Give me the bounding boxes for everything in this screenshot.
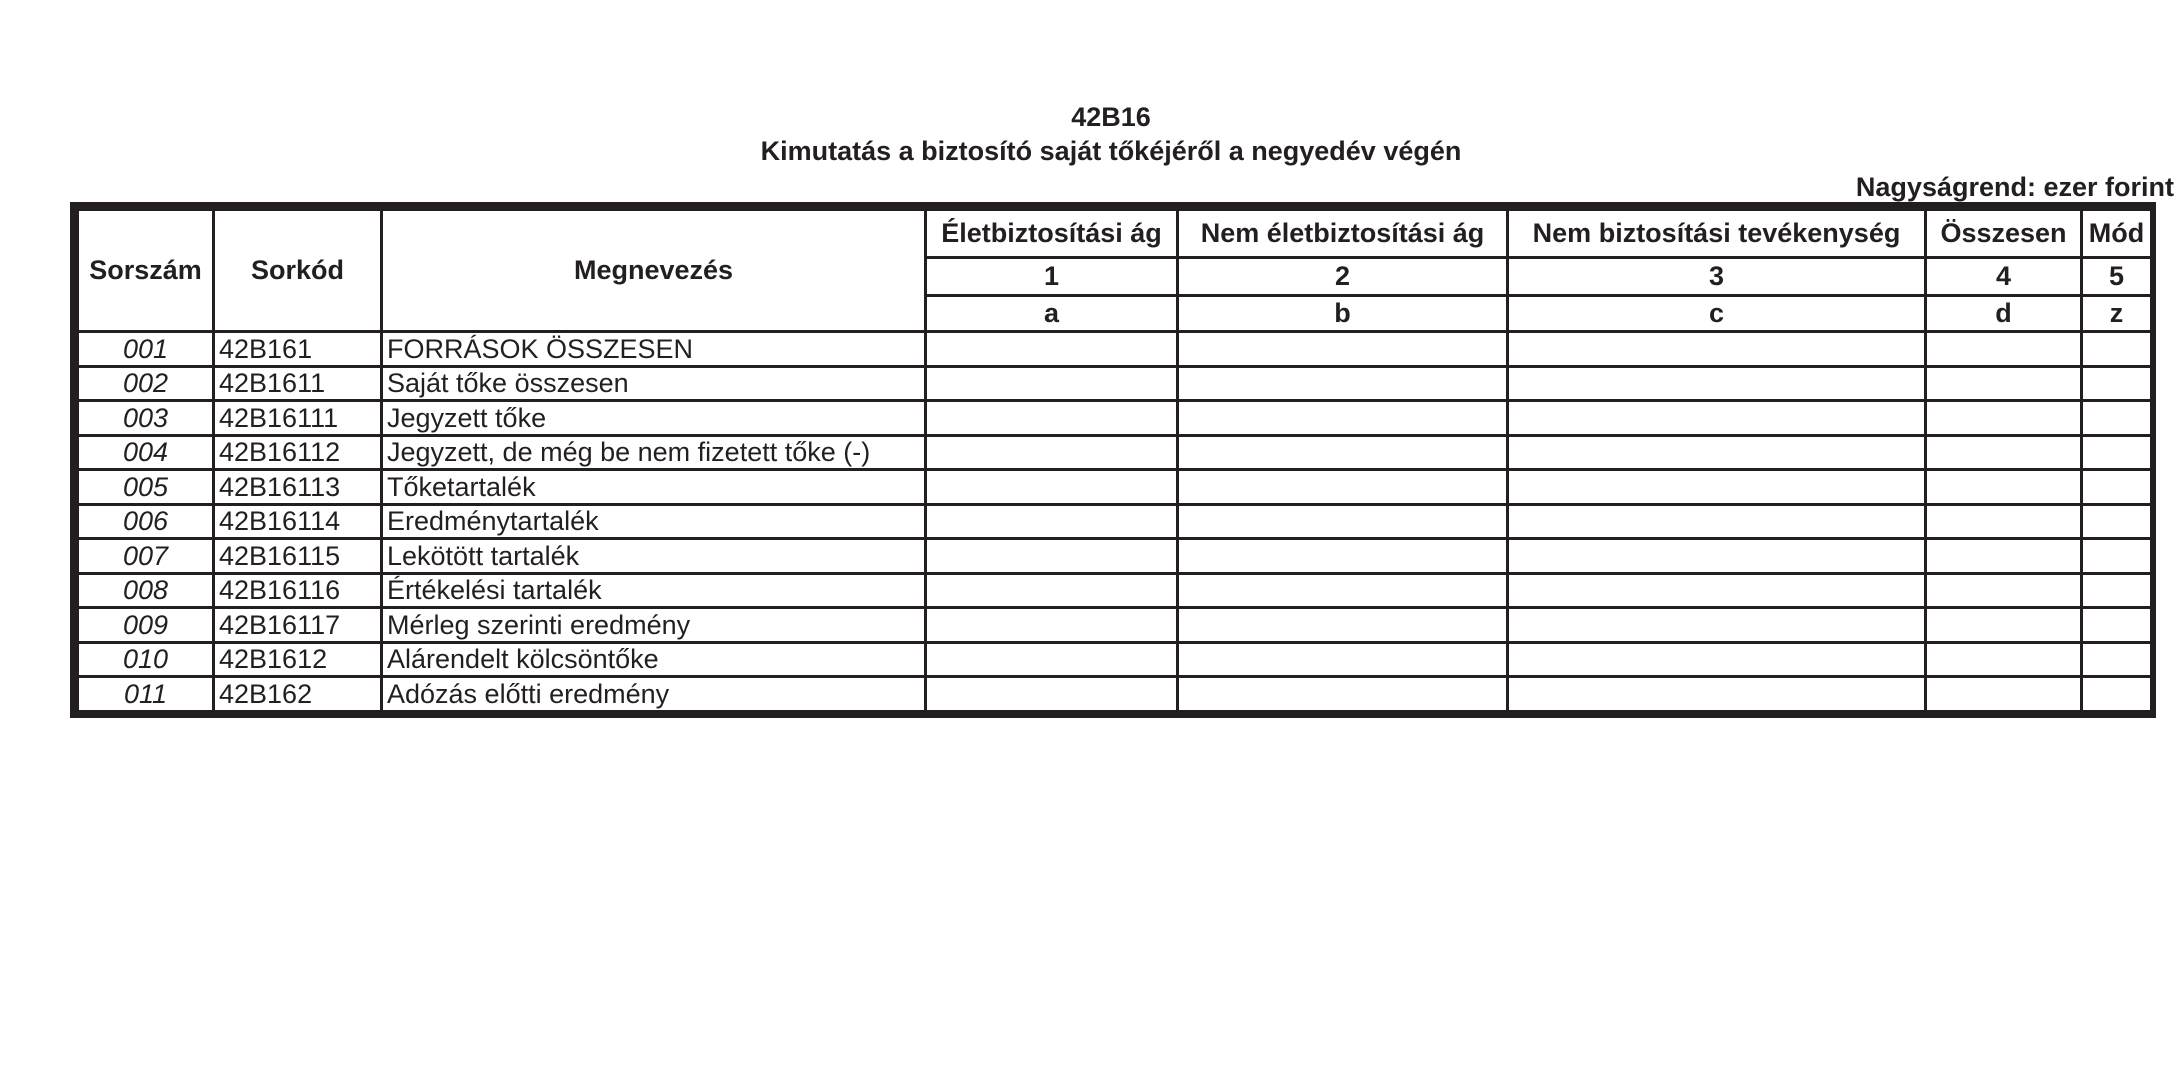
cell-col-4[interactable]	[1926, 435, 2082, 470]
row-megnevezes: Saját tőke összesen	[382, 366, 926, 401]
cell-col-1[interactable]	[926, 504, 1178, 539]
row-sorszam: 010	[78, 642, 214, 677]
cell-col-1[interactable]	[926, 608, 1178, 643]
cell-col-2[interactable]	[1178, 677, 1508, 712]
cell-col-2[interactable]	[1178, 642, 1508, 677]
cell-col-3[interactable]	[1508, 573, 1926, 608]
cell-col-4[interactable]	[1926, 642, 2082, 677]
cell-col-4[interactable]	[1926, 504, 2082, 539]
table-row	[78, 504, 2152, 539]
cell-col-5[interactable]	[2082, 401, 2152, 436]
cell-col-2[interactable]	[1178, 332, 1508, 367]
row-sorszam: 001	[78, 332, 214, 367]
cell-col-1[interactable]	[926, 332, 1178, 367]
cell-col-3[interactable]	[1508, 677, 1926, 712]
cell-col-3[interactable]	[1508, 366, 1926, 401]
cell-col-3[interactable]	[1508, 504, 1926, 539]
row-sorkod: 42B16116	[214, 573, 382, 608]
cell-col-5[interactable]	[2082, 608, 2152, 643]
cell-col-4[interactable]	[1926, 332, 2082, 367]
row-sorszam: 008	[78, 573, 214, 608]
cell-col-2[interactable]	[1178, 608, 1508, 643]
cell-col-3[interactable]	[1508, 470, 1926, 505]
cell-col-5[interactable]	[2082, 435, 2152, 470]
cell-col-2[interactable]	[1178, 366, 1508, 401]
row-sorszam: 002	[78, 366, 214, 401]
cell-col-3[interactable]	[1508, 435, 1926, 470]
row-sorszam: 003	[78, 401, 214, 436]
header-sorkod: Sorkód	[214, 210, 382, 332]
row-megnevezes: Tőketartalék	[382, 470, 926, 505]
cell-col-5[interactable]	[2082, 470, 2152, 505]
cell-col-3[interactable]	[1508, 332, 1926, 367]
cell-col-4[interactable]	[1926, 470, 2082, 505]
row-megnevezes: Adózás előtti eredmény	[382, 677, 926, 712]
row-sorkod: 42B16115	[214, 539, 382, 574]
cell-col-1[interactable]	[926, 642, 1178, 677]
header-sorszam: Sorszám	[78, 210, 214, 332]
header-col-4: Összesen	[1926, 210, 2082, 258]
report-table-frame	[70, 202, 2156, 718]
header-col-3: Nem biztosítási tevékenység	[1508, 210, 1926, 258]
cell-col-3[interactable]	[1508, 539, 1926, 574]
cell-col-4[interactable]	[1926, 366, 2082, 401]
header-col-1: Életbiztosítási ág	[926, 210, 1178, 258]
cell-col-2[interactable]	[1178, 573, 1508, 608]
row-sorszam: 004	[78, 435, 214, 470]
table-row	[78, 539, 2152, 574]
cell-col-5[interactable]	[2082, 573, 2152, 608]
row-sorszam: 009	[78, 608, 214, 643]
row-sorszam: 011	[78, 677, 214, 712]
row-megnevezes: Jegyzett, de még be nem fizetett tőke (-)	[382, 435, 926, 470]
table-row	[78, 332, 2152, 367]
row-sorkod: 42B16112	[214, 435, 382, 470]
cell-col-1[interactable]	[926, 677, 1178, 712]
row-megnevezes: Értékelési tartalék	[382, 573, 926, 608]
cell-col-5[interactable]	[2082, 539, 2152, 574]
cell-col-4[interactable]	[1926, 573, 2082, 608]
cell-col-1[interactable]	[926, 470, 1178, 505]
row-sorkod: 42B16114	[214, 504, 382, 539]
header-col-2: Nem életbiztosítási ág	[1178, 210, 1508, 258]
row-sorkod: 42B16113	[214, 470, 382, 505]
row-sorszam: 005	[78, 470, 214, 505]
cell-col-1[interactable]	[926, 573, 1178, 608]
table-row	[78, 573, 2152, 608]
cell-col-1[interactable]	[926, 435, 1178, 470]
table-row	[78, 642, 2152, 677]
report-table	[76, 208, 2153, 713]
row-sorkod: 42B16111	[214, 401, 382, 436]
row-sorkod: 42B1611	[214, 366, 382, 401]
row-sorkod: 42B1612	[214, 642, 382, 677]
cell-col-5[interactable]	[2082, 332, 2152, 367]
report-title-block	[0, 100, 2184, 168]
header-col-5-number: 5	[2082, 258, 2152, 296]
row-megnevezes: Jegyzett tőke	[382, 401, 926, 436]
table-row	[78, 366, 2152, 401]
row-megnevezes: Lekötött tartalék	[382, 539, 926, 574]
row-megnevezes: Eredménytartalék	[382, 504, 926, 539]
header-col-1-letter: a	[926, 296, 1178, 332]
row-sorkod: 42B16117	[214, 608, 382, 643]
header-col-4-letter: d	[1926, 296, 2082, 332]
cell-col-5[interactable]	[2082, 366, 2152, 401]
header-megnevezes: Megnevezés	[382, 210, 926, 332]
row-sorkod: 42B162	[214, 677, 382, 712]
cell-col-4[interactable]	[1926, 539, 2082, 574]
row-megnevezes: FORRÁSOK ÖSSZESEN	[382, 332, 926, 367]
header-col-2-number: 2	[1178, 258, 1508, 296]
cell-col-2[interactable]	[1178, 401, 1508, 436]
table-row	[78, 435, 2152, 470]
cell-col-3[interactable]	[1508, 608, 1926, 643]
header-col-1-number: 1	[926, 258, 1178, 296]
table-row	[78, 401, 2152, 436]
table-row	[78, 470, 2152, 505]
report-code: 42B16	[1071, 102, 1151, 132]
cell-col-2[interactable]	[1178, 504, 1508, 539]
table-body	[78, 332, 2152, 712]
cell-col-2[interactable]	[1178, 539, 1508, 574]
row-sorszam: 006	[78, 504, 214, 539]
cell-col-4[interactable]	[1926, 677, 2082, 712]
unit-note: Nagyságrend: ezer forint	[1855, 172, 2174, 202]
report-title: Kimutatás a biztosító saját tőkéjéről a negyedév végén	[760, 136, 1462, 166]
row-megnevezes: Mérleg szerinti eredmény	[382, 608, 926, 643]
cell-col-5[interactable]	[2082, 504, 2152, 539]
cell-col-5[interactable]	[2082, 642, 2152, 677]
row-megnevezes: Alárendelt kölcsöntőke	[382, 642, 926, 677]
cell-col-2[interactable]	[1178, 470, 1508, 505]
cell-col-4[interactable]	[1926, 401, 2082, 436]
cell-col-1[interactable]	[926, 401, 1178, 436]
cell-col-1[interactable]	[926, 539, 1178, 574]
cell-col-5[interactable]	[2082, 677, 2152, 712]
header-col-4-number: 4	[1926, 258, 2082, 296]
cell-col-3[interactable]	[1508, 401, 1926, 436]
row-sorszam: 007	[78, 539, 214, 574]
cell-col-4[interactable]	[1926, 608, 2082, 643]
cell-col-3[interactable]	[1508, 642, 1926, 677]
header-col-5: Mód	[2082, 210, 2152, 258]
header-col-3-number: 3	[1508, 258, 1926, 296]
row-sorkod: 42B161	[214, 332, 382, 367]
header-col-3-letter: c	[1508, 296, 1926, 332]
cell-col-2[interactable]	[1178, 435, 1508, 470]
header-col-5-letter: z	[2082, 296, 2152, 332]
table-row	[78, 608, 2152, 643]
cell-col-1[interactable]	[926, 366, 1178, 401]
header-col-2-letter: b	[1178, 296, 1508, 332]
table-row	[78, 677, 2152, 712]
